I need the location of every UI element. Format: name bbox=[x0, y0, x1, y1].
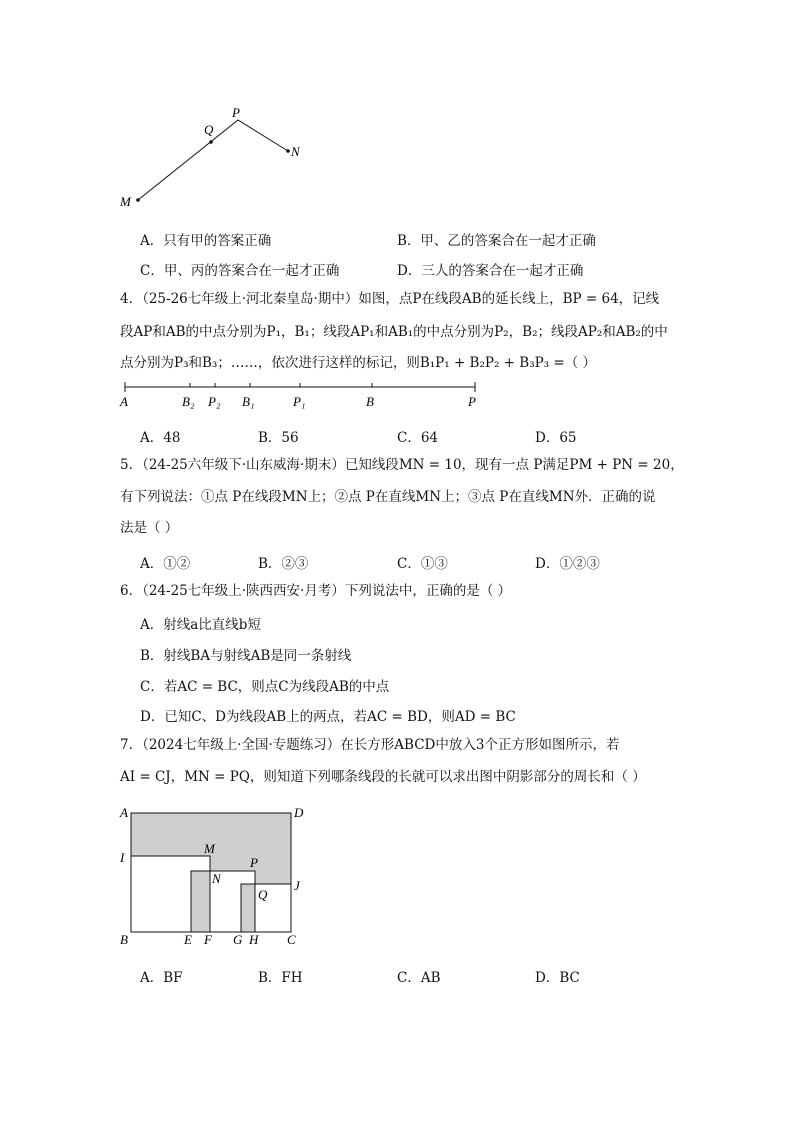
q3-option-b: B．甲、乙的答案合在一起才正确 bbox=[397, 233, 596, 249]
fig-label-d: D bbox=[294, 805, 304, 820]
fig-label-p: P bbox=[250, 855, 258, 870]
label-n: N bbox=[291, 144, 300, 159]
q7-line-2: AI = CJ，MN = PQ，则知道下列哪条线段的长就可以求出图中阴影部分的周长和（ ） bbox=[120, 769, 646, 785]
q5-option-c: C．①③ bbox=[397, 556, 448, 572]
label-p: P bbox=[232, 105, 240, 120]
q6-option-c: C．若AC = BC，则点C为线段AB的中点 bbox=[140, 679, 390, 695]
q6-line-1: 6．（24-25七年级上·陕西西安·月考）下列说法中，正确的是（ ） bbox=[120, 583, 512, 599]
fig-label-a: A bbox=[120, 805, 128, 820]
q6-option-d: D．已知C、D为线段AB上的两点，若AC = BD，则AD = BC bbox=[140, 709, 516, 725]
fig-label-j: J bbox=[294, 878, 300, 893]
q4-option-d: D．65 bbox=[535, 430, 577, 446]
q7-option-a: A．BF bbox=[140, 970, 183, 986]
q7-rectangle-figure bbox=[110, 798, 310, 950]
fig-label-c: C bbox=[287, 932, 296, 947]
figure-mqpn bbox=[110, 100, 320, 215]
axis-label-p: P bbox=[468, 394, 476, 409]
fig-label-b: B bbox=[120, 932, 128, 947]
label-m: M bbox=[120, 194, 131, 209]
axis-label-b1: B₁ bbox=[242, 394, 255, 409]
q5-line-2: 有下列说法：①点 P在线段MN上；②点 P在直线MN上；③点 P在直线MN外．正确的说 bbox=[120, 489, 656, 505]
fig-label-i: I bbox=[120, 850, 125, 865]
fig-label-h: H bbox=[249, 932, 259, 947]
q4-line-2: 段AP和AB的中点分别为P₁，B₁；线段AP₁和AB₁的中点分别为P₂，B₂；线段AP₂和AB₂的中 bbox=[120, 324, 668, 340]
axis-label-p1: P₁ bbox=[293, 394, 306, 409]
q4-number-line bbox=[110, 378, 490, 414]
q7-line-1: 7．（2024七年级上·全国·专题练习）在长方形ABCD中放入3个正方形如图所示，若 bbox=[120, 737, 620, 753]
q3-option-d: D．三人的答案合在一起才正确 bbox=[397, 263, 584, 279]
fig-label-m: M bbox=[204, 841, 215, 856]
q3-option-a: A．只有甲的答案正确 bbox=[140, 233, 272, 249]
q5-line-3: 法是（ ） bbox=[120, 520, 179, 536]
q4-line-1: 4．（25-26七年级上·河北秦皇岛·期中）如图，点P在线段AB的延长线上，BP = 64，记线 bbox=[120, 291, 660, 307]
q5-option-d: D．①②③ bbox=[535, 556, 600, 572]
fig-label-f: F bbox=[204, 932, 212, 947]
q5-option-a: A．①② bbox=[140, 556, 191, 572]
q7-option-b: B．FH bbox=[258, 970, 303, 986]
fig-label-q: Q bbox=[258, 887, 268, 902]
fig-label-e: E bbox=[184, 932, 192, 947]
q7-option-d: D．BC bbox=[535, 970, 580, 986]
q5-line-1: 5．（24-25六年级下·山东威海·期末）已知线段MN = 10，现有一点 P满足PM + PN = 20， bbox=[120, 457, 684, 473]
q3-option-c: C．甲、丙的答案合在一起才正确 bbox=[140, 263, 340, 279]
q7-option-c: C．AB bbox=[397, 970, 441, 986]
q4-option-a: A．48 bbox=[140, 430, 181, 446]
q4-option-b: B．56 bbox=[258, 430, 299, 446]
q5-option-b: B．②③ bbox=[258, 556, 309, 572]
fig-label-n: N bbox=[212, 871, 221, 886]
q6-option-b: B．射线BA与射线AB是同一条射线 bbox=[140, 648, 352, 664]
fig-label-g: G bbox=[233, 932, 243, 947]
label-q: Q bbox=[204, 122, 214, 137]
axis-label-b: B bbox=[366, 394, 374, 409]
q4-line-3: 点分别为P₃和B₃；……，依次进行这样的标记，则B₁P₁ + B₂P₂ + B₃P₃ =（ ） bbox=[120, 355, 596, 371]
axis-label-p2: P₂ bbox=[208, 394, 221, 409]
q4-option-c: C．64 bbox=[397, 430, 439, 446]
q6-option-a: A．射线a比直线b短 bbox=[140, 617, 261, 633]
axis-label-b2: B₂ bbox=[182, 394, 195, 409]
axis-label-a: A bbox=[120, 394, 128, 409]
